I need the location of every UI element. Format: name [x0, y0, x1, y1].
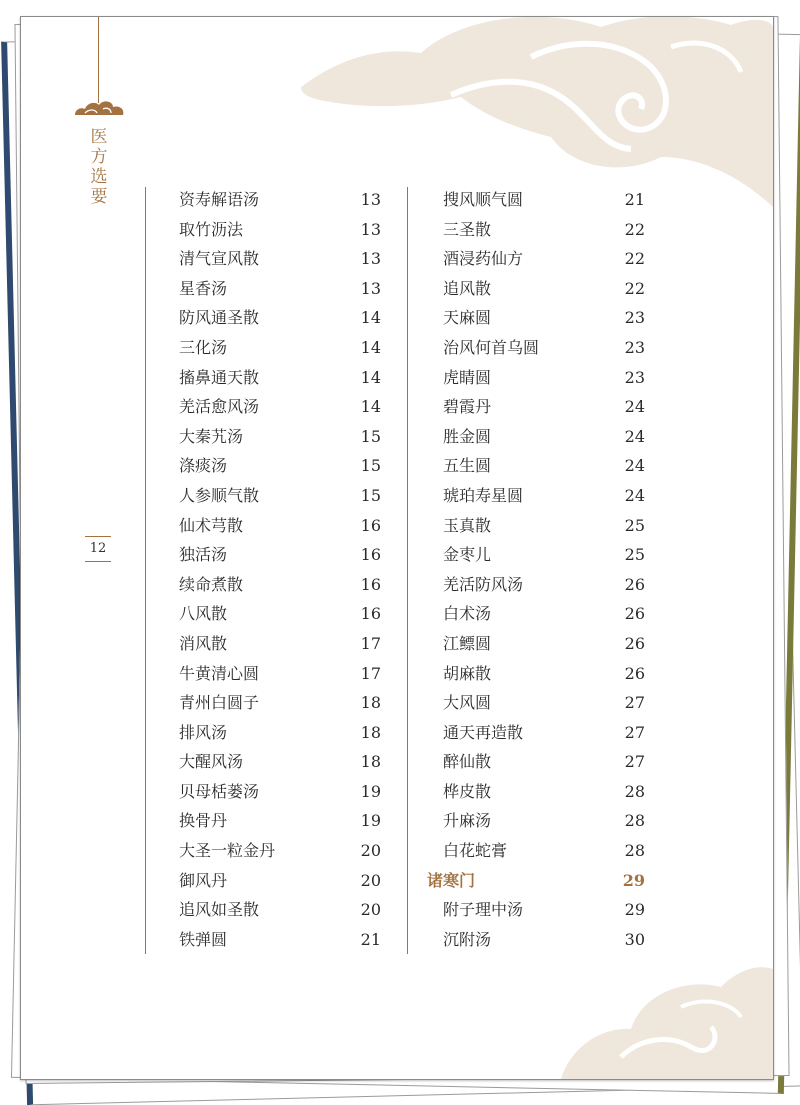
toc-entry-title: 排风汤	[179, 722, 228, 742]
toc-entry-page: 16	[360, 545, 381, 565]
toc-entry-title: 牛黄清心圆	[179, 663, 260, 683]
toc-entry-title: 大醒风汤	[179, 752, 244, 772]
toc-entry-page: 24	[624, 485, 645, 505]
toc-entry	[443, 777, 645, 807]
toc-entry-page: 14	[360, 367, 381, 387]
toc-entry-title: 玉真散	[443, 515, 492, 535]
column-rule	[407, 187, 408, 954]
toc-entry-page: 15	[360, 485, 381, 505]
toc-entry-page: 28	[624, 811, 645, 831]
toc-entry-page: 16	[360, 604, 381, 624]
toc-entry	[179, 599, 381, 629]
toc-entry-page: 21	[360, 929, 381, 949]
toc-entry	[443, 629, 645, 659]
toc-entry	[179, 392, 381, 422]
toc-entry-title: 醉仙散	[443, 752, 492, 772]
toc-entry-title: 换骨丹	[179, 811, 228, 831]
toc-entry	[179, 422, 381, 452]
toc-entry-page: 20	[360, 900, 381, 920]
toc-entry-title: 沉附汤	[443, 929, 492, 949]
toc-entry-title: 取竹沥法	[179, 219, 244, 239]
toc-entry-title: 三圣散	[443, 219, 492, 239]
toc-entry-page: 16	[360, 574, 381, 594]
toc-entry-page: 22	[624, 278, 645, 298]
toc-entry	[443, 599, 645, 629]
toc-entry	[443, 570, 645, 600]
toc-entry-page: 24	[624, 397, 645, 417]
toc-entry	[443, 925, 645, 955]
toc-entry	[179, 570, 381, 600]
toc-section-heading	[427, 866, 645, 896]
toc-entry	[443, 836, 645, 866]
toc-entry-page: 26	[624, 604, 645, 624]
toc-entry-title: 桦皮散	[443, 781, 492, 801]
toc-entry	[443, 244, 645, 274]
toc-entry-page: 14	[360, 397, 381, 417]
toc-entry-title: 江鳔圆	[443, 633, 492, 653]
toc-entry-page: 18	[360, 693, 381, 713]
toc-entry-page: 26	[624, 574, 645, 594]
toc-entry	[179, 511, 381, 541]
toc-entry-page: 17	[360, 663, 381, 683]
toc-entry-title: 胜金圆	[443, 426, 492, 446]
toc-entry-title: 通天再造散	[443, 722, 524, 742]
toc-entry-page: 23	[624, 308, 645, 328]
toc-entry	[443, 895, 645, 925]
toc-entry-title: 星香汤	[179, 278, 228, 298]
toc-entry	[179, 215, 381, 245]
toc-entry-title: 八风散	[179, 604, 228, 624]
toc-entry-title: 追风如圣散	[179, 900, 260, 920]
book-page	[20, 16, 774, 1080]
toc-entry-page: 13	[360, 278, 381, 298]
toc-entry-page: 14	[360, 337, 381, 357]
toc-entry-title: 碧霞丹	[443, 397, 492, 417]
toc-entry	[443, 511, 645, 541]
toc-entry-page: 30	[624, 929, 645, 949]
toc-entry-title: 续命煮散	[179, 574, 244, 594]
toc-entry-page: 13	[360, 219, 381, 239]
toc-entry-page: 18	[360, 722, 381, 742]
toc-entry	[179, 659, 381, 689]
toc-entry-page: 25	[624, 545, 645, 565]
toc-entry	[179, 274, 381, 304]
toc-entry	[443, 363, 645, 393]
toc-entry-page: 14	[360, 308, 381, 328]
toc-entry-page: 15	[360, 456, 381, 476]
toc-entry-title: 琥珀寿星圆	[443, 485, 524, 505]
toc-entry	[179, 718, 381, 748]
toc-entry-title: 青州白圆子	[179, 693, 260, 713]
toc-entry	[443, 422, 645, 452]
toc-entry	[443, 274, 645, 304]
toc-entry-page: 26	[624, 663, 645, 683]
toc-entry-title: 白花蛇膏	[443, 841, 508, 861]
book-title: 医方选要	[90, 127, 108, 207]
toc-entry	[443, 688, 645, 718]
toc-entry-title: 酒浸药仙方	[443, 249, 524, 269]
toc-entry	[443, 333, 645, 363]
toc-entry-title: 胡麻散	[443, 663, 492, 683]
toc-entry-title: 搐鼻通天散	[179, 367, 260, 387]
toc-entry-page: 16	[360, 515, 381, 535]
toc-entry	[179, 747, 381, 777]
toc-entry-page: 19	[360, 781, 381, 801]
toc-entry-page: 23	[624, 337, 645, 357]
toc-entry	[179, 629, 381, 659]
hanging-line	[98, 17, 99, 103]
toc-entry-page: 20	[360, 870, 381, 890]
cloud-ornament-icon	[561, 957, 773, 1079]
toc-entry-page: 20	[360, 841, 381, 861]
toc-entry-title: 五生圆	[443, 456, 492, 476]
toc-entry-title: 天麻圆	[443, 308, 492, 328]
toc-entry-page: 29	[624, 900, 645, 920]
toc-entry	[443, 215, 645, 245]
toc-entry-page: 19	[360, 811, 381, 831]
toc-entry-title: 铁弹圆	[179, 929, 228, 949]
toc-entry	[179, 836, 381, 866]
toc-entry-page: 29	[622, 870, 645, 890]
toc-entry	[443, 540, 645, 570]
toc-entry	[443, 392, 645, 422]
toc-entry-title: 大圣一粒金丹	[179, 841, 276, 861]
toc-entry	[443, 451, 645, 481]
toc-entry	[179, 451, 381, 481]
toc-entry-page: 24	[624, 456, 645, 476]
toc-entry	[179, 481, 381, 511]
toc-entry	[179, 866, 381, 896]
toc-entry	[443, 747, 645, 777]
toc-entry-title: 白术汤	[443, 604, 492, 624]
toc-entry	[179, 806, 381, 836]
toc-entry-page: 13	[360, 190, 381, 209]
toc-entry-page: 27	[624, 722, 645, 742]
column-rule	[145, 187, 146, 954]
toc-entry-title: 三化汤	[179, 337, 228, 357]
toc-entry-title: 升麻汤	[443, 811, 492, 831]
toc-entry-title: 仙术芎散	[179, 515, 244, 535]
toc-entry-title: 御风丹	[179, 870, 228, 890]
toc-entry-page: 28	[624, 841, 645, 861]
toc-entry-page: 27	[624, 752, 645, 772]
toc-entry-title: 涤痰汤	[179, 456, 228, 476]
toc-entry-page: 22	[624, 249, 645, 269]
toc-entry	[179, 303, 381, 333]
toc-entry-title: 资寿解语汤	[179, 190, 260, 209]
toc-entry-title: 防风通圣散	[179, 308, 260, 328]
toc-entry	[179, 333, 381, 363]
toc-entry	[179, 185, 381, 215]
toc-entry-page: 23	[624, 367, 645, 387]
toc-entry	[179, 925, 381, 955]
toc-entry-title: 人参顺气散	[179, 485, 260, 505]
toc-entry-page: 27	[624, 693, 645, 713]
toc-entry-title: 大秦艽汤	[179, 426, 244, 446]
toc-column-left	[179, 185, 381, 954]
toc-entry	[179, 540, 381, 570]
toc-entry-page: 13	[360, 249, 381, 269]
toc-entry-page: 25	[624, 515, 645, 535]
toc-entry	[179, 363, 381, 393]
toc-entry-page: 26	[624, 633, 645, 653]
toc-entry	[443, 659, 645, 689]
toc-entry-page: 17	[360, 633, 381, 653]
toc-entry-page: 28	[624, 781, 645, 801]
toc-entry-title: 贝母栝蒌汤	[179, 781, 260, 801]
toc-entry-title: 清气宣风散	[179, 249, 260, 269]
toc-entry-title: 诸寒门	[427, 870, 476, 890]
toc-entry-page: 22	[624, 219, 645, 239]
cloud-ornament-icon	[271, 17, 773, 207]
toc-entry-title: 虎睛圆	[443, 367, 492, 387]
toc-entry-page: 21	[624, 190, 645, 209]
toc-entry	[443, 185, 645, 215]
toc-entry	[179, 777, 381, 807]
auspicious-cloud-icon	[71, 97, 131, 121]
toc-entry	[179, 688, 381, 718]
page-number: 12	[85, 536, 111, 562]
toc-entry-title: 附子理中汤	[443, 900, 524, 920]
toc-entry	[443, 481, 645, 511]
toc-entry-title: 独活汤	[179, 545, 228, 565]
toc-entry-title: 羌活防风汤	[443, 574, 524, 594]
toc-entry	[443, 303, 645, 333]
toc-entry-title: 治风何首乌圆	[443, 337, 540, 357]
toc-entry	[443, 718, 645, 748]
toc-entry-title: 金枣儿	[443, 545, 492, 565]
toc-entry	[443, 806, 645, 836]
toc-entry-page: 24	[624, 426, 645, 446]
toc-entry-title: 搜风顺气圆	[443, 190, 524, 209]
toc-entry-page: 15	[360, 426, 381, 446]
toc-entry-title: 羌活愈风汤	[179, 397, 260, 417]
toc-entry-title: 追风散	[443, 278, 492, 298]
toc-entry	[179, 895, 381, 925]
toc-entry-title: 大风圆	[443, 693, 492, 713]
toc-entry	[179, 244, 381, 274]
toc-entry-page: 18	[360, 752, 381, 772]
toc-column-right	[427, 185, 645, 954]
toc-entry-title: 消风散	[179, 633, 228, 653]
